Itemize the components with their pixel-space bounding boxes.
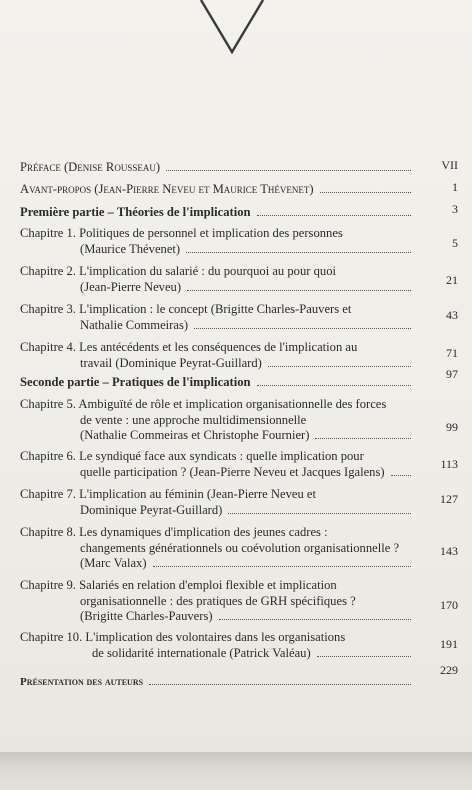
entry-title-line: Chapitre 6. Le syndiqué face aux syndicats : quelle implication pour: [20, 449, 364, 463]
page-number: 113: [440, 457, 458, 471]
entry-title-line: Chapitre 1. Politiques de personnel et implication des personnes: [20, 226, 343, 240]
entry-title: Avant-propos (Jean-Pierre Neveu et Maurice Thévenet): [20, 182, 314, 196]
entry-title-line: (Nathalie Commeiras et Christophe Fournier): [80, 428, 310, 442]
page-number: 229: [440, 663, 458, 677]
entry-title-line: Nathalie Commeiras): [80, 317, 189, 332]
page-number: 191: [440, 637, 458, 651]
entry-title-line: Chapitre 9. Salariés en relation d'emploi flexible et implication: [20, 578, 337, 592]
entry-title-line: Chapitre 5. Ambiguïté de rôle et implication organisationnelle des forces: [20, 397, 387, 411]
entry-title: Seconde partie – Pratiques de l'implication: [20, 375, 251, 389]
page-number: 99: [446, 420, 458, 434]
entry-title-line: Dominique Peyrat-Guillard): [80, 502, 223, 517]
page-number: 143: [440, 544, 458, 558]
page-number: 21: [446, 273, 458, 287]
entry-title-line: (Brigitte Charles-Pauvers): [80, 609, 213, 623]
entry-title-line: quelle participation ? (Jean-Pierre Neveu et Jacques Igalens): [80, 464, 385, 479]
entry-title-line: Chapitre 3. L'implication : le concept (Brigitte Charles-Pauvers et: [20, 302, 352, 316]
entry-title-line: (Marc Valax): [80, 556, 147, 570]
page-number: 127: [440, 492, 458, 506]
entry-title-line: (Maurice Thévenet): [80, 241, 181, 256]
entry-title-line: Chapitre 2. L'implication du salarié : du pourquoi au pour quoi: [20, 264, 336, 278]
entry-title-line: Chapitre 4. Les antécédents et les conséquences de l'implication au: [20, 340, 358, 354]
entry-title-line: changements générationnels ou coévolution organisationnelle ?: [80, 540, 400, 555]
entry-title-line: de solidarité internationale (Patrick Valéau): [92, 645, 311, 660]
entry-title: Préface (Denise Rousseau): [20, 160, 161, 174]
entry-title: Présentation des auteurs: [20, 676, 144, 688]
entry-title-line: (Jean-Pierre Neveu): [80, 279, 182, 294]
page-number: 5: [452, 236, 458, 250]
page-number: 3: [452, 202, 458, 216]
page-number: 170: [440, 598, 458, 612]
entry-title: Première partie – Théories de l'implication: [20, 205, 251, 219]
entry-title-line: de vente : une approche multidimensionnelle: [80, 412, 307, 427]
page-bottom-edge: [0, 752, 472, 790]
page-number: 1: [452, 180, 458, 194]
page-number: VII: [441, 158, 458, 172]
entry-title-line: travail (Dominique Peyrat-Guillard): [80, 355, 262, 370]
entry-title-line: Chapitre 7. L'implication au féminin (Jean-Pierre Neveu et: [20, 487, 317, 501]
entry-title-line: Chapitre 10. L'implication des volontaires dans les organisations: [20, 630, 346, 644]
entry-title-line: organisationnelle : des pratiques de GRH spécifiques ?: [80, 593, 356, 608]
page-number: 97: [446, 367, 458, 381]
entry-title-line: Chapitre 8. Les dynamiques d'implication des jeunes cadres :: [20, 525, 328, 539]
page-number: 71: [446, 346, 458, 360]
page-number: 43: [446, 308, 458, 322]
